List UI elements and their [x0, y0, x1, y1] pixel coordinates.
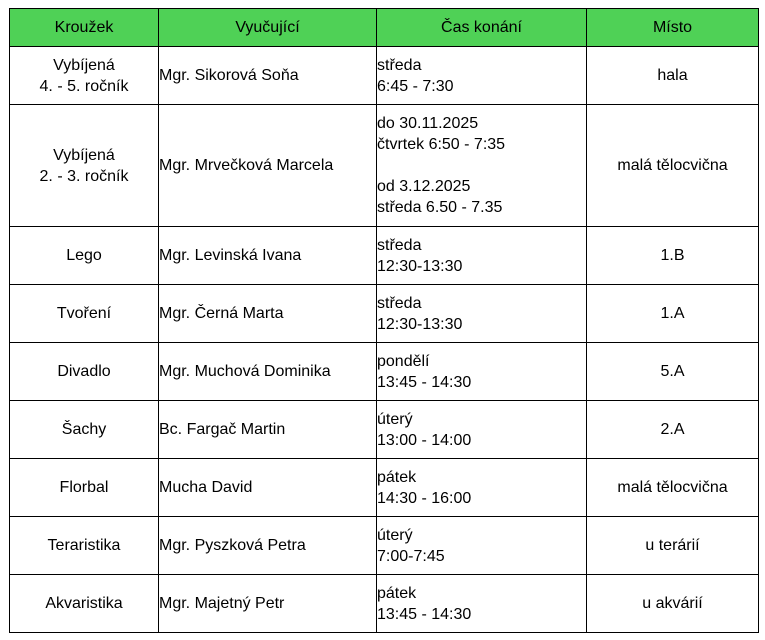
table-row [10, 227, 759, 285]
time-spacer [377, 155, 586, 176]
time-line: středa 6.50 - 7.35 [377, 199, 503, 216]
tutor-name: Mgr. Sikorová Soňa [159, 47, 377, 105]
club-time [377, 517, 587, 575]
club-name-line: Vybíjená [53, 146, 115, 164]
club-place: 1.B [587, 227, 759, 285]
club-name-line: 4. - 5. ročník [39, 77, 129, 95]
club-name: Akvaristika [10, 575, 159, 633]
tutor-name: Bc. Fargač Martin [159, 401, 377, 459]
time-line: 14:30 - 16:00 [377, 489, 472, 507]
club-name-line: 2. - 3. ročník [39, 167, 129, 185]
time-line: 13:45 - 14:30 [377, 373, 472, 391]
tutor-name: Mgr. Muchová Dominika [159, 343, 377, 401]
time-line: od 3.12.2025 [377, 178, 471, 195]
club-name: Florbal [10, 459, 159, 517]
tutor-name: Mgr. Levinská Ivana [159, 227, 377, 285]
time-line: 13:00 - 14:00 [377, 431, 472, 449]
tutor-name: Mgr. Pyszková Petra [159, 517, 377, 575]
time-line: 7:00-7:45 [377, 547, 445, 565]
club-name: Šachy [10, 401, 159, 459]
club-name [10, 105, 159, 227]
time-line: pátek [377, 468, 417, 486]
club-name: Teraristika [10, 517, 159, 575]
club-time [377, 105, 587, 227]
time-line: úterý [377, 526, 413, 544]
club-place: u akvárií [587, 575, 759, 633]
club-place: 5.A [587, 343, 759, 401]
table-row [10, 401, 759, 459]
header-time: Čas konání [377, 9, 587, 47]
tutor-name: Mgr. Černá Marta [159, 285, 377, 343]
tutor-name: Mgr. Mrvečková Marcela [159, 105, 377, 227]
time-line: pátek [377, 584, 417, 602]
header-place: Místo [587, 9, 759, 47]
time-line: středa [377, 294, 422, 312]
table-row [10, 47, 759, 105]
club-place: malá tělocvična [587, 105, 759, 227]
club-time [377, 227, 587, 285]
schedule-table [9, 8, 759, 633]
club-name-line: Vybíjená [53, 56, 115, 74]
club-place: hala [587, 47, 759, 105]
club-time [377, 343, 587, 401]
club-time [377, 285, 587, 343]
club-time [377, 401, 587, 459]
tutor-name: Mgr. Majetný Petr [159, 575, 377, 633]
header-name: Kroužek [10, 9, 159, 47]
time-line: 12:30-13:30 [377, 315, 463, 333]
club-time [377, 575, 587, 633]
club-time [377, 459, 587, 517]
club-place: 1.A [587, 285, 759, 343]
table-row [10, 575, 759, 633]
club-place: malá tělocvična [587, 459, 759, 517]
table-row [10, 459, 759, 517]
club-name: Divadlo [10, 343, 159, 401]
club-place: 2.A [587, 401, 759, 459]
time-line: úterý [377, 410, 413, 428]
table-row [10, 517, 759, 575]
club-name [10, 47, 159, 105]
time-line: středa [377, 236, 422, 254]
club-time [377, 47, 587, 105]
time-line: pondělí [377, 352, 430, 370]
club-name: Tvoření [10, 285, 159, 343]
club-name: Lego [10, 227, 159, 285]
time-line: do 30.11.2025 [377, 115, 479, 132]
time-line: 13:45 - 14:30 [377, 605, 472, 623]
club-place: u terárií [587, 517, 759, 575]
time-line: středa [377, 56, 422, 74]
table-row [10, 105, 759, 227]
tutor-name: Mucha David [159, 459, 377, 517]
table-row [10, 285, 759, 343]
table-row [10, 343, 759, 401]
header-row [10, 9, 759, 47]
time-line: čtvrtek 6:50 - 7:35 [377, 136, 506, 153]
header-tutor: Vyučující [159, 9, 377, 47]
time-line: 12:30-13:30 [377, 257, 463, 275]
time-line: 6:45 - 7:30 [377, 77, 454, 95]
